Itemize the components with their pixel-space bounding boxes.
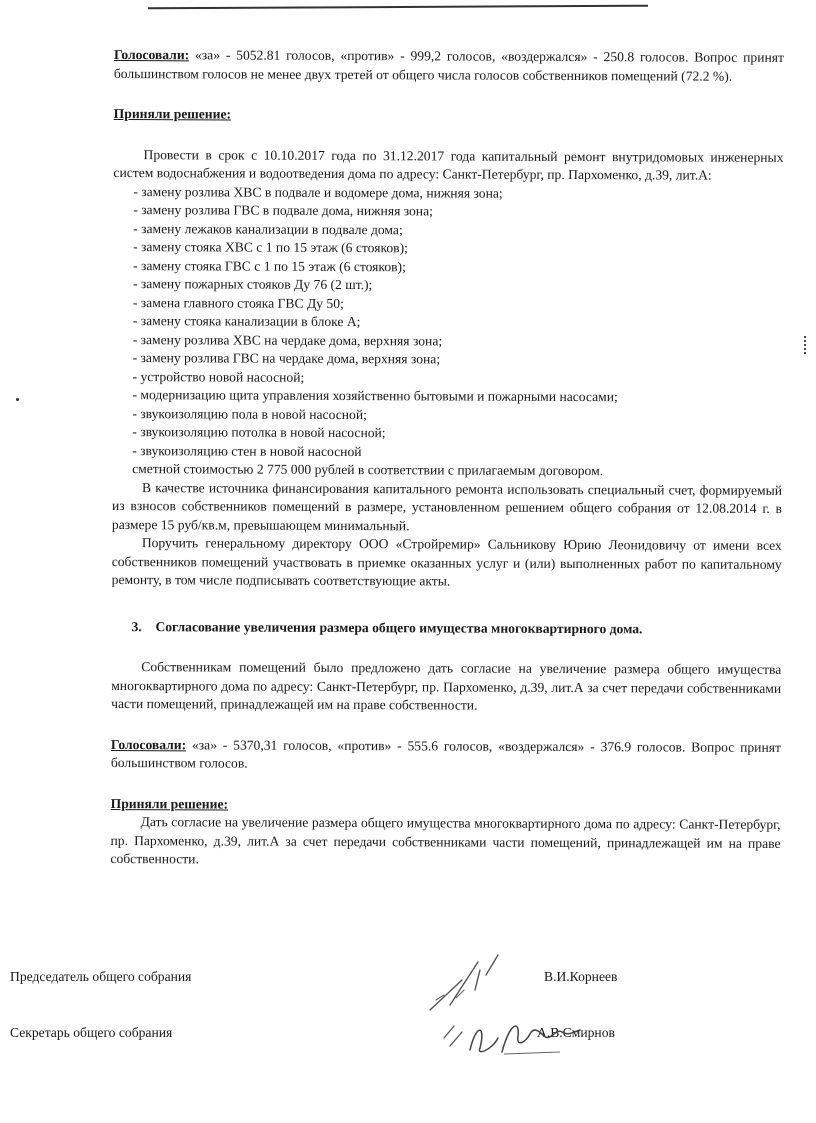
decision-label: Приняли решение: <box>110 795 229 812</box>
list-item: - устройство новой насосной; <box>132 368 305 385</box>
scan-speck <box>16 398 19 401</box>
list-item: - модернизацию щита управления хозяйственно бытовыми и пожарными насосами; <box>132 387 618 405</box>
cost-line: сметной стоимостью 2 775 000 рублей в соответствии с прилагаемым договором. <box>132 461 604 479</box>
repair-intro: Провести в срок с 10.10.2017 года по 31.12.2017 года капитальный ремонт внутридомовых инженерных систем водоснабжения и водоотведения дома по адресу: Санкт-Петербург, пр. Пархоменко, д.39, лит.А: <box>113 146 784 183</box>
list-item: - замену розлива ГВС в подвале дома, нижняя зона; <box>133 202 433 219</box>
vote-label: Голосовали: <box>110 736 187 752</box>
decision-2-text: Дать согласие на увеличение размера общего имущества многоквартирного дома по адресу: Санкт-Петербург, пр. Пархоменко, д.39, лит.А за счет передачи собственниками части помещений, принадлежащей им на праве собственности. <box>110 814 781 867</box>
vote-label: Голосовали: <box>113 46 190 63</box>
section-title: Согласование увеличения размера общего имущества многоквартирного дома. <box>155 618 643 636</box>
decision-label: Приняли решение: <box>113 105 232 122</box>
section-3-heading <box>111 617 781 638</box>
list-item: - замену стояка ХВС с 1 по 15 этаж (6 стояков); <box>133 239 408 256</box>
list-item: - звукоизоляцию стен в новой насосной <box>132 442 362 459</box>
list-item: - замену розлива ХВС в подвале и водомере дома, нижняя зона; <box>133 183 503 201</box>
secretary-name: А.В.Смирнов <box>537 1025 615 1040</box>
document-page <box>110 46 784 871</box>
chair-signature <box>420 950 530 1020</box>
vote-paragraph-2 <box>111 735 781 775</box>
chair-signature-row <box>10 968 660 992</box>
list-item: - замену лежаков канализации в подвале дома; <box>133 220 403 237</box>
proposal-paragraph: Собственникам помещений было предложено дать согласие на увеличение размера общего имущества многоквартирного дома по адресу: Санкт-Петербург, пр. Пархоменко, д.39, лит.А за счет передачи собственниками части помещений, принадлежащей им на праве собственности. <box>111 659 782 713</box>
vote-paragraph-1 <box>114 46 784 86</box>
vote-text: «за» - 5052.81 голосов, «против» - 999,2 голосов, «воздержался» - 250.8 голосов. Вопрос принят большинством голосов не менее двух третей от общего числа голосов собственников помещений (72.2 %). <box>113 47 784 84</box>
list-item: - звукоизоляцию пола в новой насосной; <box>132 405 367 422</box>
list-item: - замена главного стояка ГВС Ду 50; <box>132 294 344 311</box>
list-item: - замену розлива ХВС на чердаке дома, верхняя зона; <box>132 331 443 348</box>
authorization-paragraph: Поручить генеральному директору ООО «Стройремир» Сальникову Юрию Леонидовичу от имени всех собственников помещений участвовать в приемке оказанных услуг и (или) выполненных работ по капитальному ремонту, в том числе подписывать соответствующие акты. <box>111 535 782 589</box>
vote-text: «за» - 5370,31 голосов, «против» - 555.6 голосов, «воздержался» - 376.9 голосов. Вопрос принят большинством голосов. <box>110 736 781 771</box>
secretary-signature <box>440 1012 590 1064</box>
chair-name: В.И.Корнеев <box>544 969 618 984</box>
list-item: - замену пожарных стояков Ду 76 (2 шт.); <box>132 276 373 293</box>
list-item: - замену стояка ГВС с 1 по 15 этаж (6 стояков); <box>133 257 406 274</box>
list-item: - звукоизоляцию потолка в новой насосной; <box>132 424 386 441</box>
scan-top-rule <box>148 5 648 10</box>
secretary-role: Секретарь общего собрания <box>10 1025 173 1040</box>
list-item: - замену розлива ГВС на чердаке дома, верхняя зона; <box>132 350 441 367</box>
decision-heading-1 <box>114 105 784 126</box>
scan-edge-mark <box>804 336 810 354</box>
section-number: 3. <box>131 618 142 634</box>
list-item: - замену стояка канализации в блоке А; <box>132 313 361 330</box>
works-list <box>112 182 783 462</box>
chair-role: Председатель общего собрания <box>10 969 192 984</box>
funding-paragraph: В качестве источника финансирования капитального ремонта использовать специальный счет, формируемый из взносов собственников помещений в размере, установленном решением общего собрания от 12.08.2014 г. в размере 15 руб/кв.м, превышающем минимальный. <box>111 479 783 533</box>
